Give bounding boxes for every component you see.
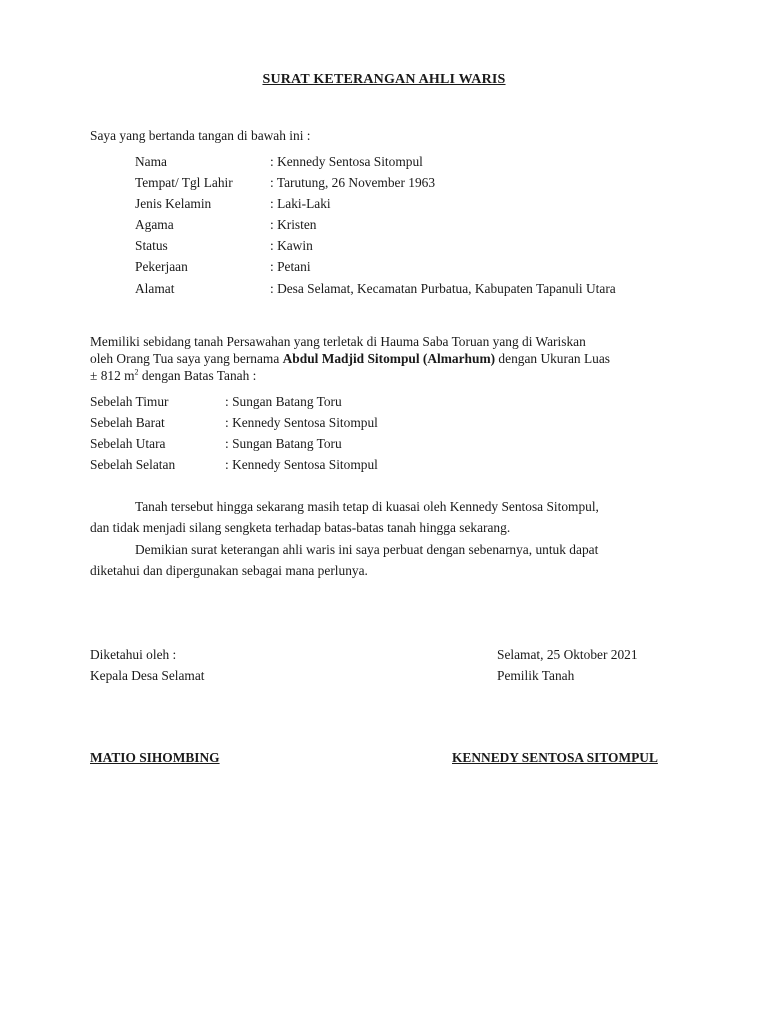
identity-label: Pekerjaan bbox=[135, 259, 188, 274]
boundary-row bbox=[0, 457, 768, 475]
closing-paragraph-line1: Demikian surat keterangan ahli waris ini saya perbuat dengan sebenarnya, untuk dapat bbox=[135, 542, 599, 557]
area-exponent: 2 bbox=[134, 367, 139, 377]
identity-value: : Kawin bbox=[270, 238, 313, 253]
land-paragraph-text: oleh Orang Tua saya yang bernama bbox=[90, 351, 283, 366]
boundary-row bbox=[0, 415, 768, 433]
boundary-value: : Kennedy Sentosa Sitompul bbox=[225, 415, 378, 430]
identity-row bbox=[0, 217, 768, 235]
identity-value: : Kristen bbox=[270, 217, 317, 232]
deceased-name: Abdul Madjid Sitompul (Almarhum) bbox=[282, 351, 496, 366]
status-paragraph-line1: Tanah tersebut hingga sekarang masih tetap di kuasai oleh Kennedy Sentosa Sitompul, bbox=[135, 499, 599, 514]
boundary-label: Sebelah Utara bbox=[90, 436, 166, 451]
village-head-name: MATIO SIHOMBING bbox=[90, 750, 220, 765]
closing-paragraph-line2: diketahui dan dipergunakan sebagai mana perlunya. bbox=[90, 563, 368, 578]
boundary-value: : Kennedy Sentosa Sitompul bbox=[225, 457, 378, 472]
identity-value: : Kennedy Sentosa Sitompul bbox=[270, 154, 423, 169]
land-owner-name: KENNEDY SENTOSA SITOMPUL bbox=[452, 750, 658, 765]
identity-label: Tempat/ Tgl Lahir bbox=[135, 175, 233, 190]
identity-row bbox=[0, 175, 768, 193]
letter-title: SURAT KETERANGAN AHLI WARIS bbox=[262, 72, 506, 87]
identity-label: Status bbox=[135, 238, 168, 253]
land-paragraph-text: dengan Ukuran Luas bbox=[495, 351, 610, 366]
land-area: ± 812 m bbox=[90, 368, 135, 383]
intro-text: Saya yang bertanda tangan di bawah ini : bbox=[90, 128, 311, 143]
identity-value: : Laki-Laki bbox=[270, 196, 331, 211]
place-date: Selamat, 25 Oktober 2021 bbox=[497, 647, 638, 662]
village-head-title: Kepala Desa Selamat bbox=[90, 668, 205, 683]
land-paragraph-line1: Memiliki sebidang tanah Persawahan yang terletak di Hauma Saba Toruan yang di Wariskan bbox=[90, 334, 586, 349]
land-paragraph-line2 bbox=[90, 351, 610, 367]
identity-value: : Petani bbox=[270, 259, 311, 274]
identity-row bbox=[0, 154, 768, 172]
identity-label: Agama bbox=[135, 217, 174, 232]
boundary-value: : Sungan Batang Toru bbox=[225, 436, 342, 451]
land-paragraph-line3 bbox=[90, 368, 256, 384]
land-owner-title: Pemilik Tanah bbox=[497, 668, 575, 683]
boundary-label: Sebelah Barat bbox=[90, 415, 165, 430]
acknowledged-by-label: Diketahui oleh : bbox=[90, 647, 177, 662]
identity-label: Jenis Kelamin bbox=[135, 196, 212, 211]
identity-row bbox=[0, 196, 768, 214]
identity-value: : Tarutung, 26 November 1963 bbox=[270, 175, 436, 190]
boundary-label: Sebelah Timur bbox=[90, 394, 169, 409]
identity-label: Nama bbox=[135, 154, 167, 169]
identity-row bbox=[0, 259, 768, 277]
identity-row bbox=[0, 281, 768, 299]
identity-label: Alamat bbox=[135, 281, 175, 296]
boundary-row bbox=[0, 436, 768, 454]
boundary-value: : Sungan Batang Toru bbox=[225, 394, 342, 409]
land-paragraph-text: dengan Batas Tanah : bbox=[138, 368, 257, 383]
identity-row bbox=[0, 238, 768, 256]
identity-value: : Desa Selamat, Kecamatan Purbatua, Kabupaten Tapanuli Utara bbox=[270, 281, 616, 296]
boundary-row bbox=[0, 394, 768, 412]
boundary-label: Sebelah Selatan bbox=[90, 457, 176, 472]
status-paragraph-line2: dan tidak menjadi silang sengketa terhadap batas-batas tanah hingga sekarang. bbox=[90, 520, 511, 535]
